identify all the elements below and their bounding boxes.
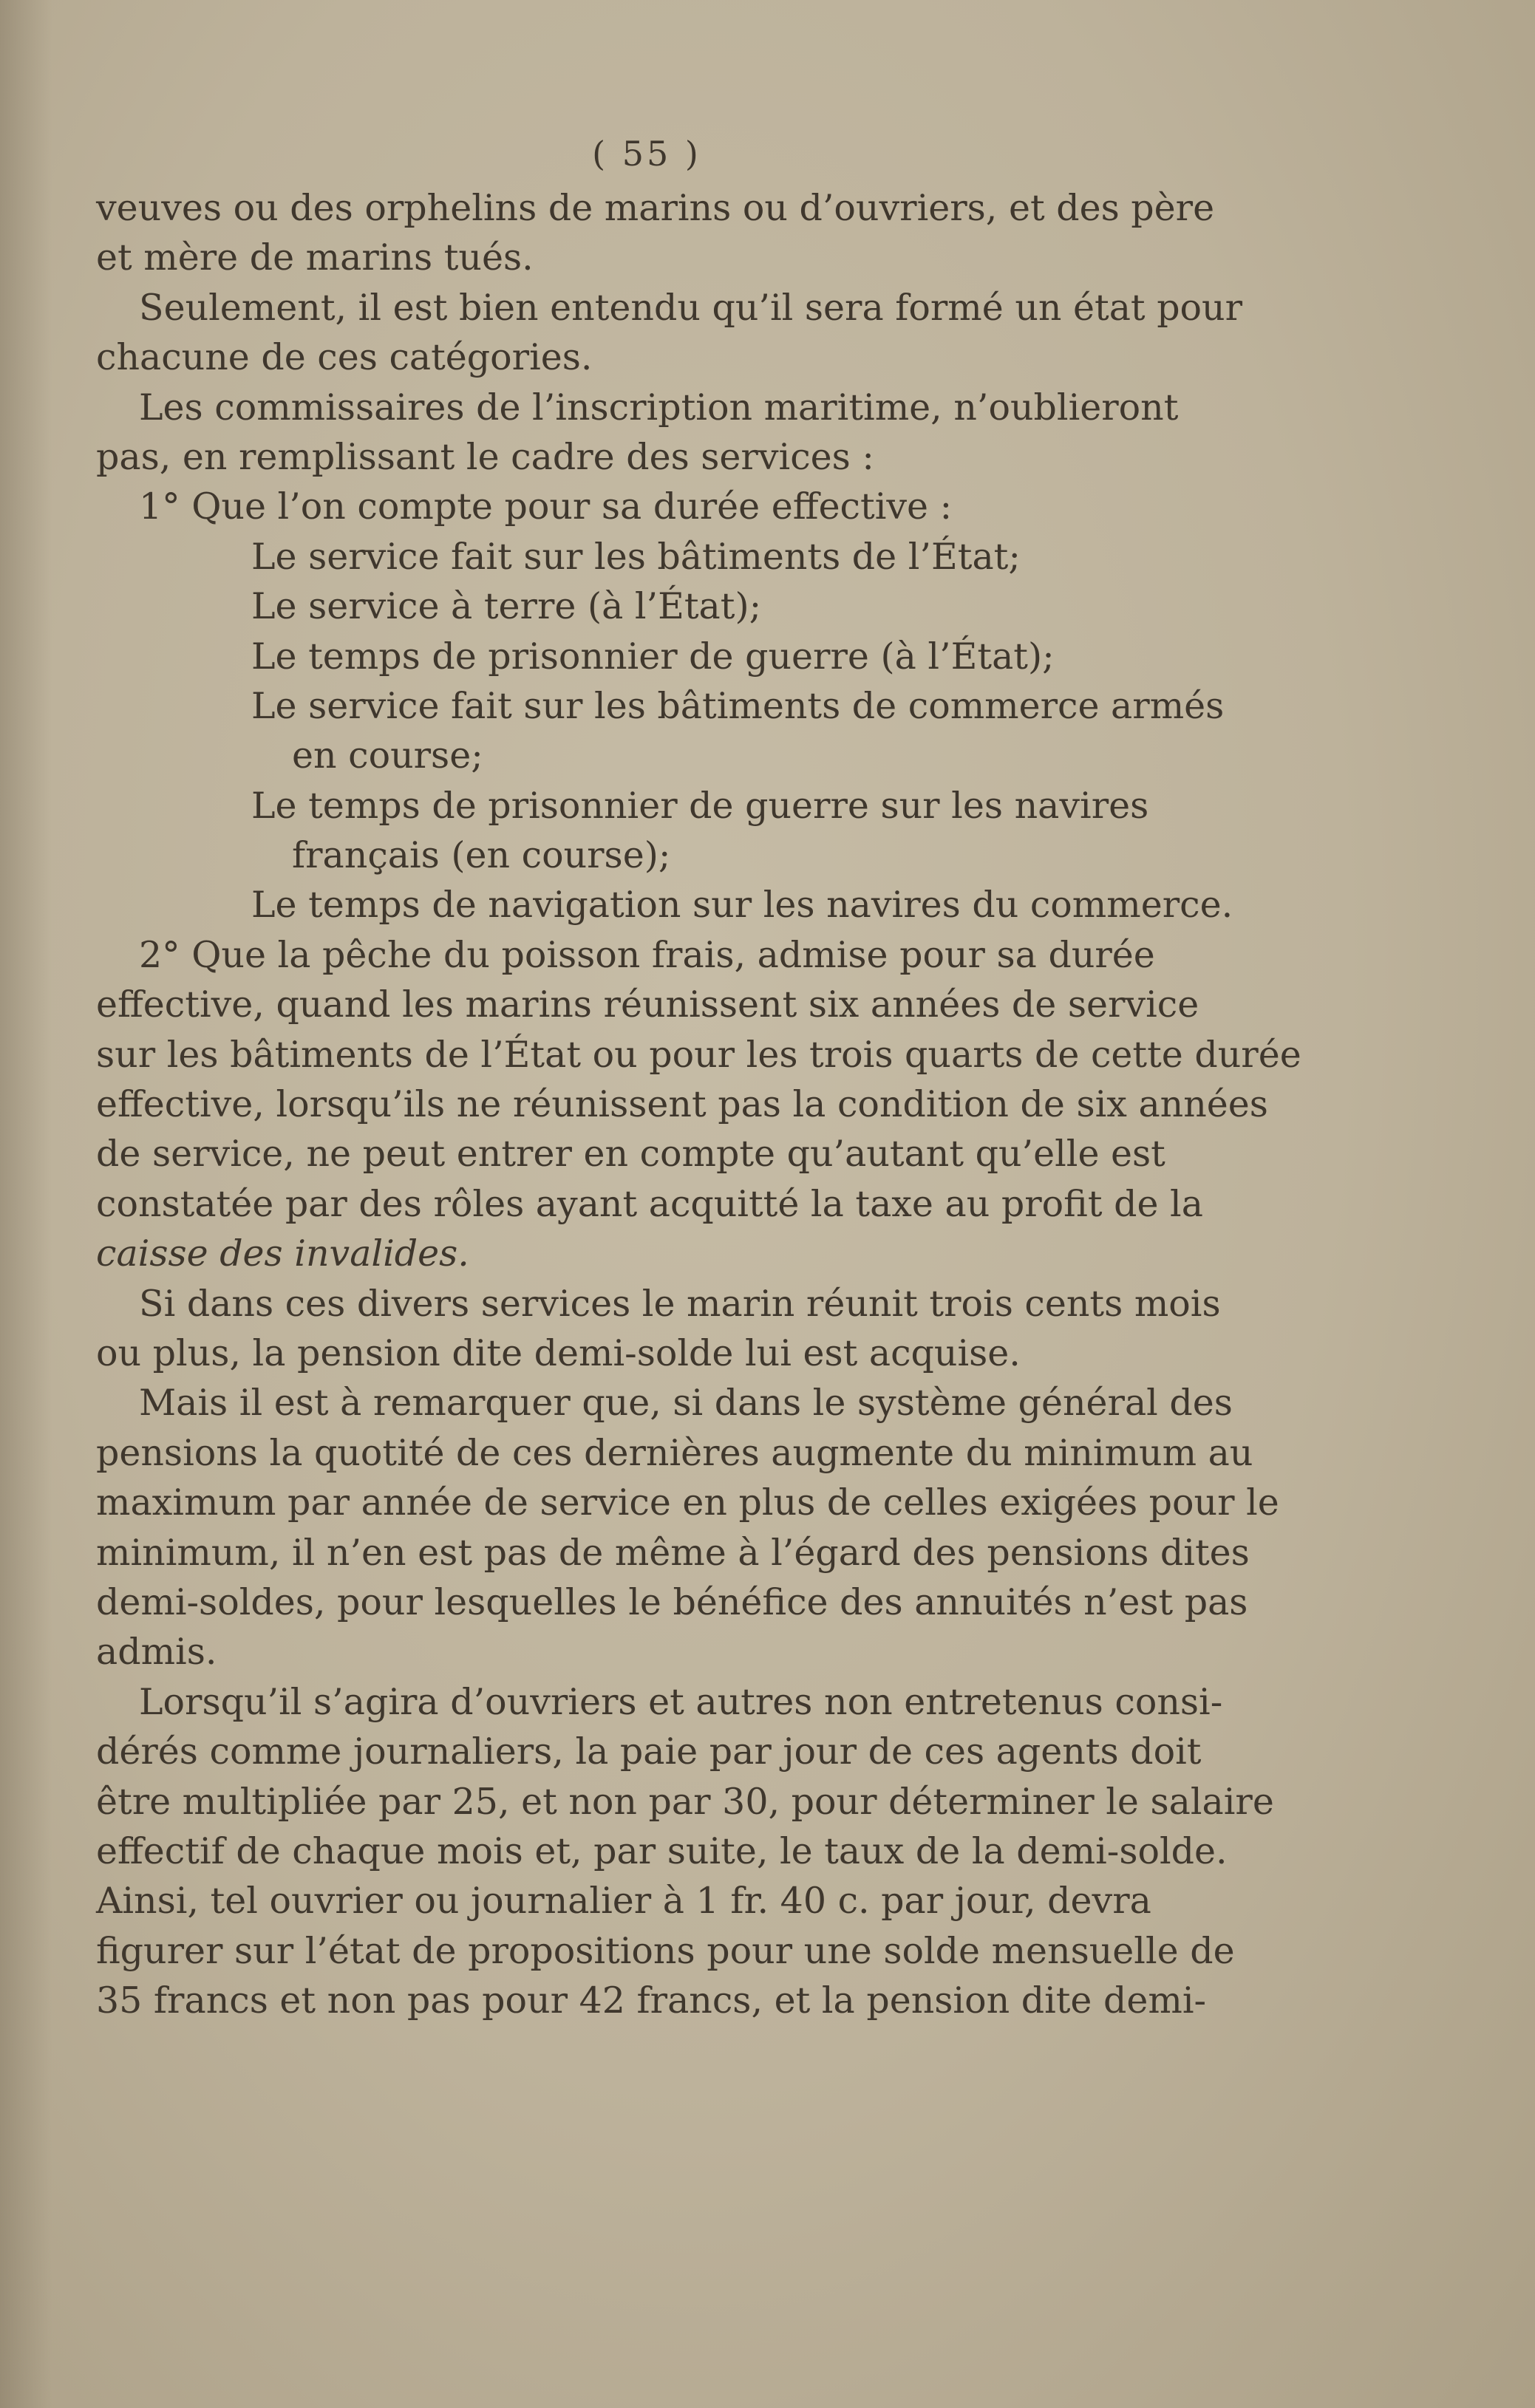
text-line — [96, 1727, 1212, 1776]
text-line — [96, 1528, 1250, 1578]
line-text: Le temps de prisonnier de guerre (à l’État); — [251, 635, 1055, 678]
line-text: Seulement, il est bien entendu qu’il sera formé un état pour — [139, 286, 1243, 329]
text-line — [96, 681, 1225, 731]
text-line — [96, 482, 1212, 531]
text-line — [96, 1976, 1212, 2025]
text-line — [96, 1079, 1268, 1129]
line-text: de service, ne peut entrer en compte qu’autant qu’elle est — [96, 1133, 1165, 1176]
line-text: Le service à terre (à l’État); — [251, 585, 762, 628]
line-text: effectif de chaque mois et, par suite, le taux de la demi-solde. — [96, 1829, 1228, 1872]
text-line — [96, 781, 1212, 830]
line-text: pas, en remplissant le cadre des services : — [96, 435, 874, 478]
line-text: maximum par année de service en plus de celles exigées pour le — [96, 1481, 1279, 1524]
line-text: Si dans ces divers services le marin réunit trois cents mois — [139, 1282, 1221, 1325]
line-text: Le service fait sur les bâtiments de l’État; — [251, 535, 1021, 578]
line-text: Le temps de prisonnier de guerre sur les navires — [251, 784, 1149, 827]
line-text: effective, quand les marins réunissent six années de service — [96, 983, 1199, 1026]
text-line — [96, 283, 1243, 332]
text-line — [96, 930, 1212, 980]
line-text: Le temps de navigation sur les navires du commerce. — [251, 884, 1233, 927]
line-text: admis. — [96, 1631, 217, 1674]
line-text: figurer sur l’état de propositions pour une solde mensuelle de — [96, 1929, 1235, 1972]
line-text: 2° Que la pêche du poisson frais, admise pour sa durée — [139, 933, 1155, 976]
line-text: effective, lorsqu’ils ne réunissent pas la condition de six années — [96, 1083, 1268, 1126]
text-line — [96, 1478, 1279, 1527]
line-text: ou plus, la pension dite demi-solde lui est acquise. — [96, 1331, 1021, 1374]
text-line — [96, 1030, 1301, 1079]
text-line — [96, 1876, 1212, 1926]
line-text: demi-soldes, pour lesquelles le bénéfice des annuités n’est pas — [96, 1580, 1248, 1623]
text-line — [96, 1279, 1221, 1329]
text-line — [96, 1179, 1212, 1229]
text-line — [96, 432, 1212, 482]
text-line — [96, 1827, 1228, 1876]
text-line — [96, 880, 1233, 930]
line-text: chacune de ces catégories. — [96, 336, 593, 379]
line-text: et mère de marins tués. — [96, 236, 534, 279]
text-line — [96, 233, 1212, 282]
line-text: sur les bâtiments de l’État ou pour les trois quarts de cette durée — [96, 1033, 1301, 1076]
text-line — [96, 183, 1215, 233]
text-line — [96, 632, 1212, 681]
text-line — [96, 1378, 1233, 1428]
line-text: constatée par des rôles ayant acquitté la taxe au profit de la — [96, 1182, 1203, 1225]
text-line — [96, 383, 1212, 432]
text-line — [96, 1129, 1212, 1179]
line-text: Ainsi, tel ouvrier ou journalier à 1 fr. 40 c. par jour, devra — [96, 1880, 1151, 1923]
page-text — [96, 133, 1301, 2025]
text-line — [96, 1926, 1235, 1976]
line-text: pensions la quotité de ces dernières augmente du minimum au — [96, 1431, 1253, 1474]
line-text: dérés comme journaliers, la paie par jour de ces agents doit — [96, 1730, 1202, 1773]
line-text: français (en course); — [292, 834, 671, 877]
line-text: Lorsqu’il s’agira d’ouvriers et autres non entretenus consi- — [139, 1680, 1223, 1723]
text-line — [96, 980, 1212, 1029]
text-line — [96, 1428, 1253, 1478]
text-line — [96, 1329, 1212, 1378]
line-text: caisse des invalides. — [96, 1232, 469, 1275]
text-line — [96, 1229, 1212, 1278]
text-line — [96, 1578, 1248, 1627]
text-line — [96, 1677, 1223, 1727]
text-line — [96, 731, 1212, 780]
line-text: Le service fait sur les bâtiments de commerce armés — [251, 684, 1225, 727]
line-text: minimum, il n’en est pas de même à l’égard des pensions dites — [96, 1531, 1250, 1574]
text-line — [96, 1627, 1212, 1677]
text-line — [96, 532, 1212, 581]
page-edge-shadow — [0, 0, 52, 2408]
text-line — [96, 581, 1212, 631]
line-text: en course; — [292, 734, 483, 777]
text-line — [96, 1777, 1274, 1827]
line-text: Les commissaires de l’inscription maritime, n’oublieront — [139, 386, 1179, 429]
line-text: être multipliée par 25, et non par 30, pour déterminer le salaire — [96, 1780, 1274, 1823]
text-line — [96, 332, 1212, 382]
line-text: 35 francs et non pas pour 42 francs, et la pension dite demi- — [96, 1979, 1207, 2022]
line-text: Mais il est à remarquer que, si dans le système général des — [139, 1382, 1233, 1425]
page-number: ( 55 ) — [592, 134, 701, 174]
line-text: veuves ou des orphelins de marins ou d’ouvriers, et des père — [96, 187, 1215, 229]
text-line — [96, 830, 1212, 880]
line-text: 1° Que l’on compte pour sa durée effective : — [139, 485, 953, 528]
